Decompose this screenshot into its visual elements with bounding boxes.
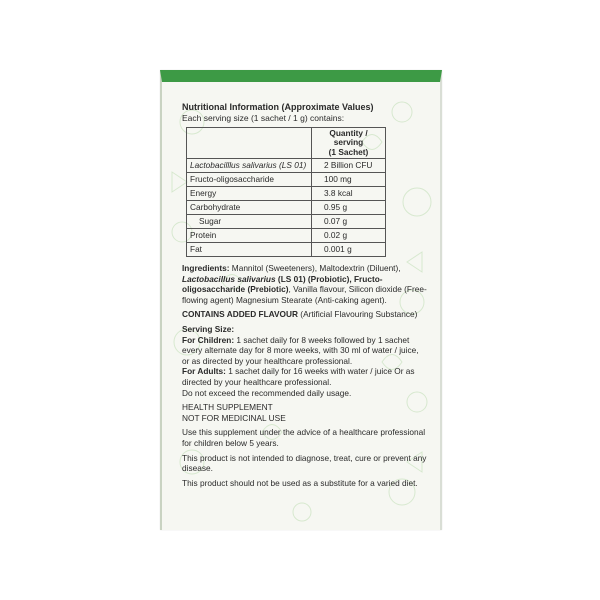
row-value: 0.07 g xyxy=(312,215,386,229)
adults-dosage xyxy=(182,366,428,387)
header-quantity-line1: Quantity / serving xyxy=(329,127,368,148)
row-label: Fructo-oligosaccharide xyxy=(187,173,312,187)
row-value: 0.001 g xyxy=(312,243,386,257)
table-row xyxy=(187,243,386,257)
ingredients-probiotic-rest: (LS 01) (Probiotic), Fructo-oligosaccharide (Prebiotic) xyxy=(182,273,383,295)
table-row xyxy=(187,201,386,215)
ingredients-probiotic-name: Lactobacillus salivarius xyxy=(182,273,276,284)
health-supplement-notice: HEALTH SUPPLEMENT xyxy=(182,402,273,413)
row-label: Fat xyxy=(187,243,312,257)
ingredients-paragraph xyxy=(182,263,428,305)
adults-text: 1 sachet daily for 16 weeks with water / juice Or as directed by your healthcare professional. xyxy=(182,366,415,388)
not-intended-notice: This product is not intended to diagnose, treat, cure or prevent any disease. xyxy=(182,452,427,474)
nutrition-title: Nutritional Information (Approximate Values) xyxy=(182,102,374,112)
table-row xyxy=(187,173,386,187)
adults-label: For Adults: xyxy=(182,366,226,377)
substitute-notice: This product should not be used as a substitute for a varied diet. xyxy=(182,477,418,488)
ingredients-part4: , Vanilla flavour, Silicon dioxide (Free-flowing agent) Magnesium Stearate (Anti-caking agent). xyxy=(182,284,427,305)
flavour-detail: (Artificial Flavouring Substance) xyxy=(298,309,418,320)
row-value: 100 mg xyxy=(312,173,386,187)
nutrition-table xyxy=(186,127,386,258)
children-label: For Children: xyxy=(182,334,235,345)
serving-size-line: Each serving size (1 sachet / 1 g) contains: xyxy=(182,113,345,123)
serving-size-title: Serving Size: xyxy=(182,324,235,335)
flavour-paragraph xyxy=(182,309,428,320)
table-row xyxy=(187,159,386,173)
header-quantity-line2: (1 Sachet) xyxy=(328,146,369,157)
row-label: Sugar xyxy=(187,215,312,229)
row-label: Lactobacilllus salivarius (LS 01) xyxy=(187,159,312,173)
ingredients-label: Ingredients: xyxy=(182,263,230,274)
table-row xyxy=(187,215,386,229)
product-box-back-panel xyxy=(160,70,442,530)
row-value: 0.02 g xyxy=(312,229,386,243)
row-value: 3.8 kcal xyxy=(312,187,386,201)
row-value: 2 Billion CFU xyxy=(312,159,386,173)
row-value: 0.95 g xyxy=(312,201,386,215)
table-header-row xyxy=(187,127,386,159)
row-label: Carbohydrate xyxy=(187,201,312,215)
children-dosage xyxy=(182,335,428,367)
row-label: Protein xyxy=(187,229,312,243)
not-medicinal-notice: NOT FOR MEDICINAL USE xyxy=(182,412,286,423)
table-header-empty xyxy=(187,127,312,159)
table-header-quantity xyxy=(312,127,386,159)
ingredients-part1: Mannitol (Sweeteners), Maltodextrin (Diluent), xyxy=(229,263,401,274)
table-row xyxy=(187,229,386,243)
flavour-label: CONTAINS ADDED FLAVOUR xyxy=(182,309,298,320)
row-label: Energy xyxy=(187,187,312,201)
children-text: 1 sachet daily for 8 weeks followed by 1 sachet every alternate day for 8 more weeks, with 30 ml of water / juice, or as directed by your healthcare professional. xyxy=(182,334,419,366)
dosage-warning: Do not exceed the recommended daily usage. xyxy=(182,387,352,398)
advice-notice: Use this supplement under the advice of a healthcare professional for children below 5 years. xyxy=(182,427,426,448)
table-row xyxy=(187,187,386,201)
label-content xyxy=(182,102,428,492)
